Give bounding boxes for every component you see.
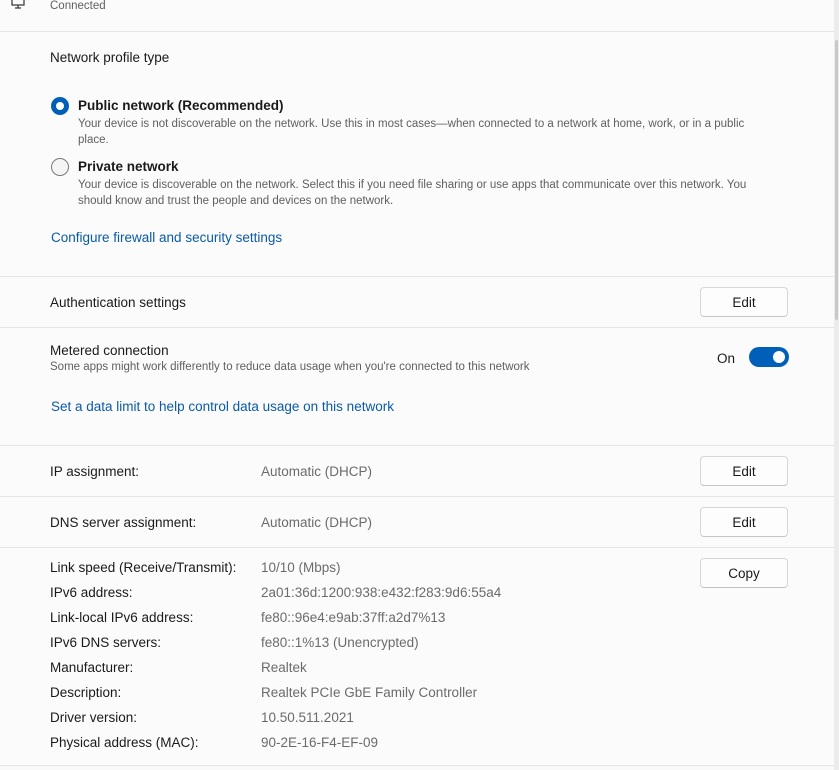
- property-value: 10.50.511.2021: [261, 710, 354, 725]
- scrollbar-thumb[interactable]: [835, 40, 838, 320]
- property-value: fe80::96e4:e9ab:37ff:a2d7%13: [261, 610, 446, 625]
- data-limit-link[interactable]: Set a data limit to help control data usage on this network: [51, 399, 394, 414]
- dns-assignment-value: Automatic (DHCP): [261, 515, 373, 530]
- metered-card: [0, 328, 834, 446]
- property-value: 90-2E-16-F4-EF-09: [261, 735, 379, 750]
- property-label: Link speed (Receive/Transmit):: [50, 560, 237, 575]
- ip-edit-button[interactable]: Edit: [700, 456, 788, 486]
- property-value: 10/10 (Mbps): [261, 560, 341, 575]
- copy-button[interactable]: Copy: [700, 558, 788, 588]
- network-profile-title: Network profile type: [50, 50, 170, 65]
- public-network-radio[interactable]: [51, 97, 69, 115]
- connection-header: [0, 0, 834, 32]
- dns-assignment-card: [0, 497, 834, 548]
- ip-assignment-label: IP assignment:: [50, 464, 140, 479]
- private-network-radio[interactable]: [51, 158, 69, 176]
- private-network-desc: Your device is discoverable on the network. Select this if you need file sharing or use apps that communicate over this network. You: [78, 179, 747, 191]
- property-value: fe80::1%13 (Unencrypted): [261, 635, 419, 650]
- ip-assignment-value: Automatic (DHCP): [261, 464, 373, 479]
- network-profile-card: [0, 32, 834, 277]
- dns-assignment-label: DNS server assignment:: [50, 515, 197, 530]
- metered-label: Metered connection: [50, 343, 169, 358]
- authentication-edit-button[interactable]: Edit: [700, 287, 788, 317]
- metered-desc: Some apps might work differently to reduce data usage when you're connected to this network: [50, 361, 530, 373]
- properties-card: [0, 548, 834, 766]
- property-value: Realtek PCIe GbE Family Controller: [261, 685, 478, 700]
- property-label: IPv6 DNS servers:: [50, 635, 162, 650]
- authentication-label: Authentication settings: [50, 295, 186, 310]
- connection-status: Connected: [50, 0, 106, 12]
- property-value: Realtek: [261, 660, 307, 675]
- authentication-card: [0, 277, 834, 328]
- metered-state: On: [717, 351, 736, 366]
- public-network-label[interactable]: Public network (Recommended): [78, 98, 284, 113]
- property-label: Link-local IPv6 address:: [50, 610, 194, 625]
- metered-toggle[interactable]: [749, 347, 789, 367]
- property-value: 2a01:36d:1200:938:e432:f283:9d6:55a4: [261, 585, 502, 600]
- dns-edit-button[interactable]: Edit: [700, 507, 788, 537]
- property-label: Description:: [50, 685, 122, 700]
- ip-assignment-card: [0, 446, 834, 497]
- property-label: Manufacturer:: [50, 660, 134, 675]
- configure-firewall-link[interactable]: Configure firewall and security settings: [51, 230, 283, 245]
- public-network-desc: Your device is not discoverable on the network. Use this in most cases—when connected to a network at home, work, or in a public: [78, 118, 745, 130]
- private-network-desc-cont: should know and trust the people and devices on the network.: [78, 195, 394, 207]
- monitor-network-icon: [10, 0, 30, 10]
- public-network-desc-cont: place.: [78, 134, 109, 146]
- private-network-label[interactable]: Private network: [78, 159, 179, 174]
- property-label: Driver version:: [50, 710, 138, 725]
- property-label: Physical address (MAC):: [50, 735, 199, 750]
- property-label: IPv6 address:: [50, 585, 133, 600]
